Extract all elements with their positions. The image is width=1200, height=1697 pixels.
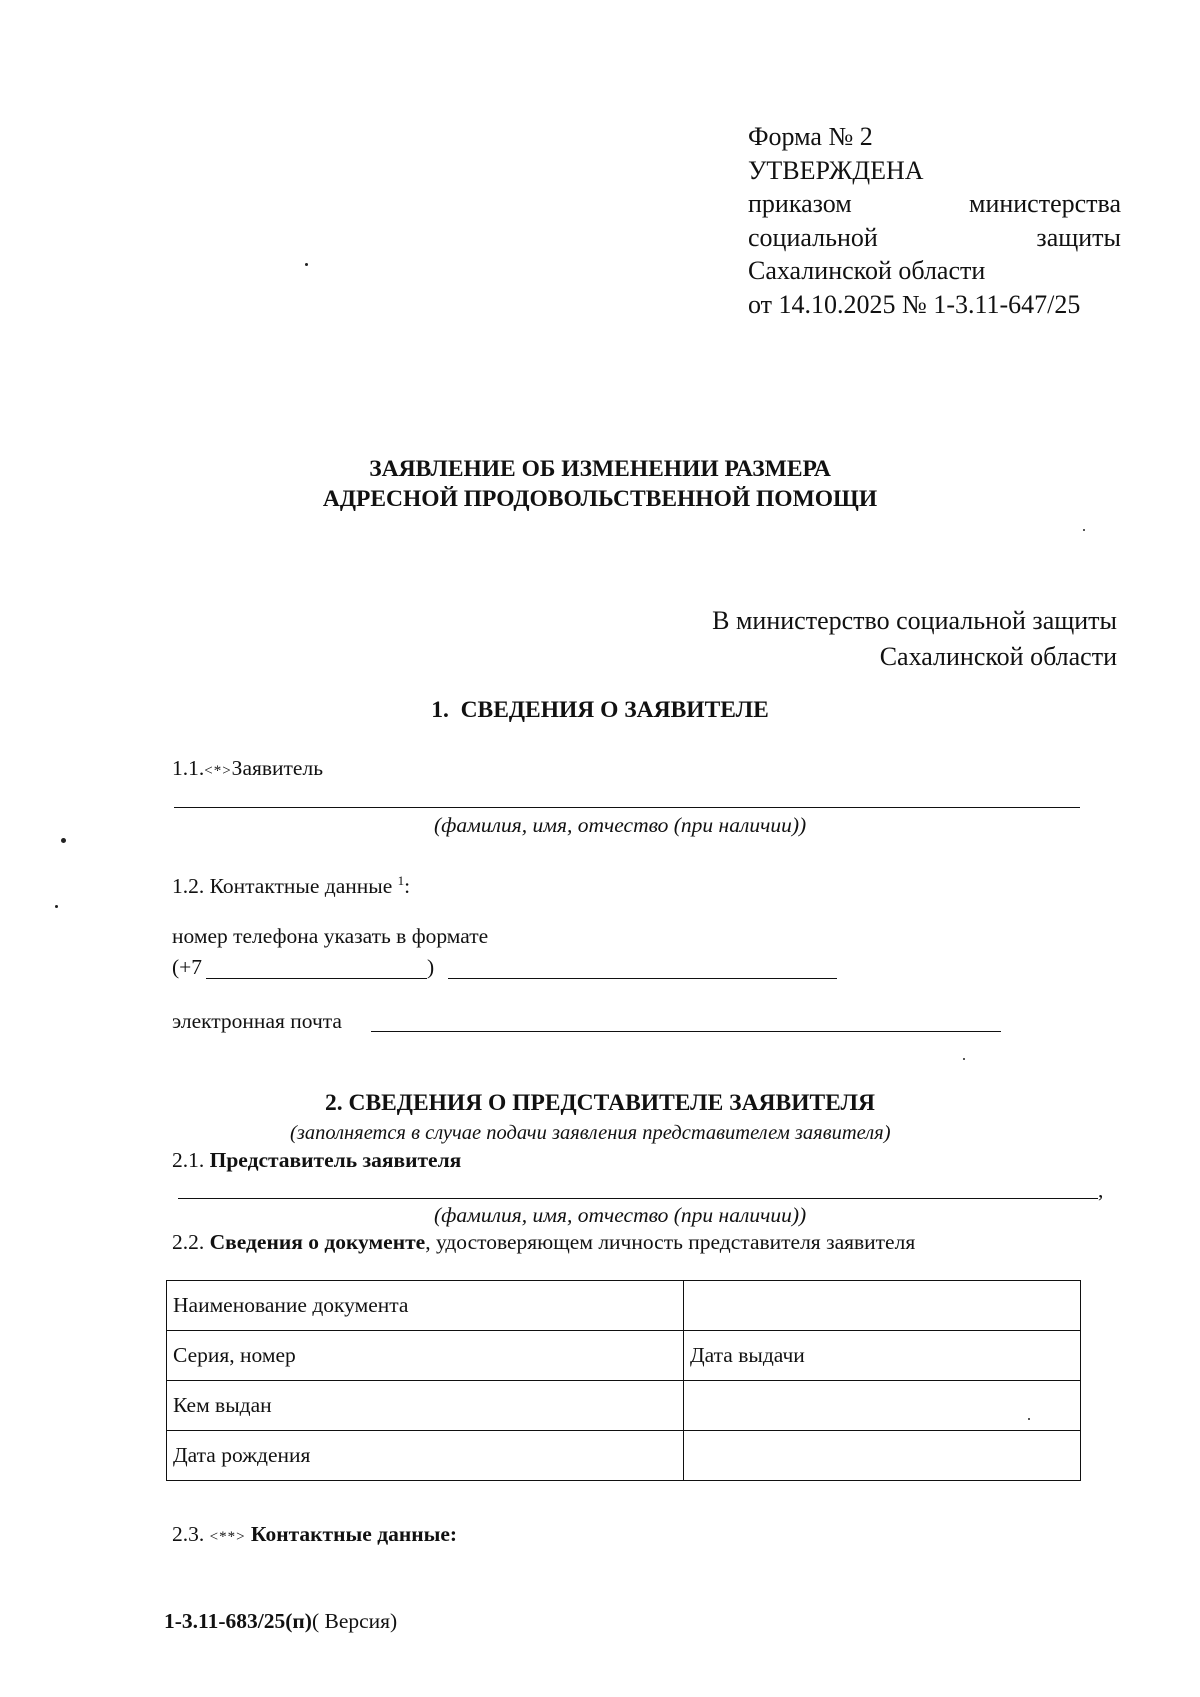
- approval-line-ministry: социальной защиты: [748, 222, 1121, 252]
- phone-code-field[interactable]: [206, 978, 427, 979]
- document-name-field[interactable]: [684, 1281, 1081, 1331]
- birth-date-label: Дата рождения: [167, 1431, 684, 1481]
- item-1-2-label: 1.2. Контактные данные $^1$:: [172, 873, 411, 899]
- scan-speck: [1028, 1418, 1030, 1420]
- phone-number-field[interactable]: [448, 978, 837, 979]
- item-2-2-label: 2.2. Сведения о документе, удостоверяющем личность представителя заявителя: [172, 1230, 916, 1254]
- scan-speck: [1083, 529, 1085, 531]
- approved-label: УТВЕРЖДЕНА: [748, 155, 924, 185]
- email-field[interactable]: [371, 1031, 1001, 1032]
- document-name-label: Наименование документа: [167, 1281, 684, 1331]
- item-1-1-label: 1.1.<*>Заявитель: [172, 756, 324, 780]
- issue-date-label[interactable]: Дата выдачи: [684, 1331, 1081, 1381]
- table-row: [167, 1331, 1081, 1381]
- email-label: электронная почта: [172, 1009, 342, 1033]
- phone-format-label: номер телефона указать в формате: [172, 924, 489, 948]
- scan-speck: [61, 838, 66, 843]
- representative-comma: ,: [1098, 1178, 1104, 1202]
- representative-name-field[interactable]: [178, 1198, 1098, 1199]
- document-details-table: [166, 1280, 1081, 1481]
- section-2-subheading: (заполняется в случае подачи заявления представителем заявителя): [290, 1122, 891, 1144]
- phone-close-paren: ): [427, 955, 435, 979]
- series-number-label[interactable]: Серия, номер: [167, 1331, 684, 1381]
- document-title: ЗАЯВЛЕНИЕ ОБ ИЗМЕНЕНИИ РАЗМЕРА АДРЕСНОЙ ПРОДОВОЛЬСТВЕННОЙ ПОМОЩИ: [322, 456, 878, 512]
- scan-speck: [963, 1058, 965, 1060]
- issued-by-field[interactable]: [684, 1381, 1081, 1431]
- item-2-1-label: 2.1. Представитель заявителя: [172, 1148, 462, 1172]
- approval-line-order: приказом министерства: [748, 189, 1121, 218]
- table-row: [167, 1281, 1081, 1331]
- section-1-heading: 1. СВЕДЕНИЯ О ЗАЯВИТЕЛЕ: [431, 697, 769, 723]
- approval-line-region: Сахалинской области: [748, 256, 986, 285]
- representative-name-hint: (фамилия, имя, отчество (при наличии)): [434, 1203, 807, 1227]
- addressee: В министерство социальной защиты Сахалинской области: [712, 606, 1117, 671]
- birth-date-field[interactable]: [684, 1431, 1081, 1481]
- table-row: [167, 1381, 1081, 1431]
- phone-prefix: (+7: [172, 955, 203, 979]
- applicant-name-hint: (фамилия, имя, отчество (при наличии)): [434, 813, 807, 837]
- applicant-name-field[interactable]: [174, 807, 1080, 808]
- approval-block: [748, 120, 1121, 321]
- section-2-heading: 2. СВЕДЕНИЯ О ПРЕДСТАВИТЕЛЕ ЗАЯВИТЕЛЯ: [324, 1090, 875, 1116]
- scan-speck: [305, 263, 308, 266]
- item-2-3-label: 2.3. <**> Контактные данные:: [172, 1522, 458, 1546]
- form-number: Форма № 2: [748, 122, 873, 151]
- issued-by-label: Кем выдан: [167, 1381, 684, 1431]
- table-row: [167, 1431, 1081, 1481]
- scan-speck: [55, 905, 58, 908]
- approval-line-date: от 14.10.2025 № 1-3.11-647/25: [748, 289, 1081, 319]
- document-footer-code: 1-3.11-683/25(п)( Версия): [164, 1609, 398, 1633]
